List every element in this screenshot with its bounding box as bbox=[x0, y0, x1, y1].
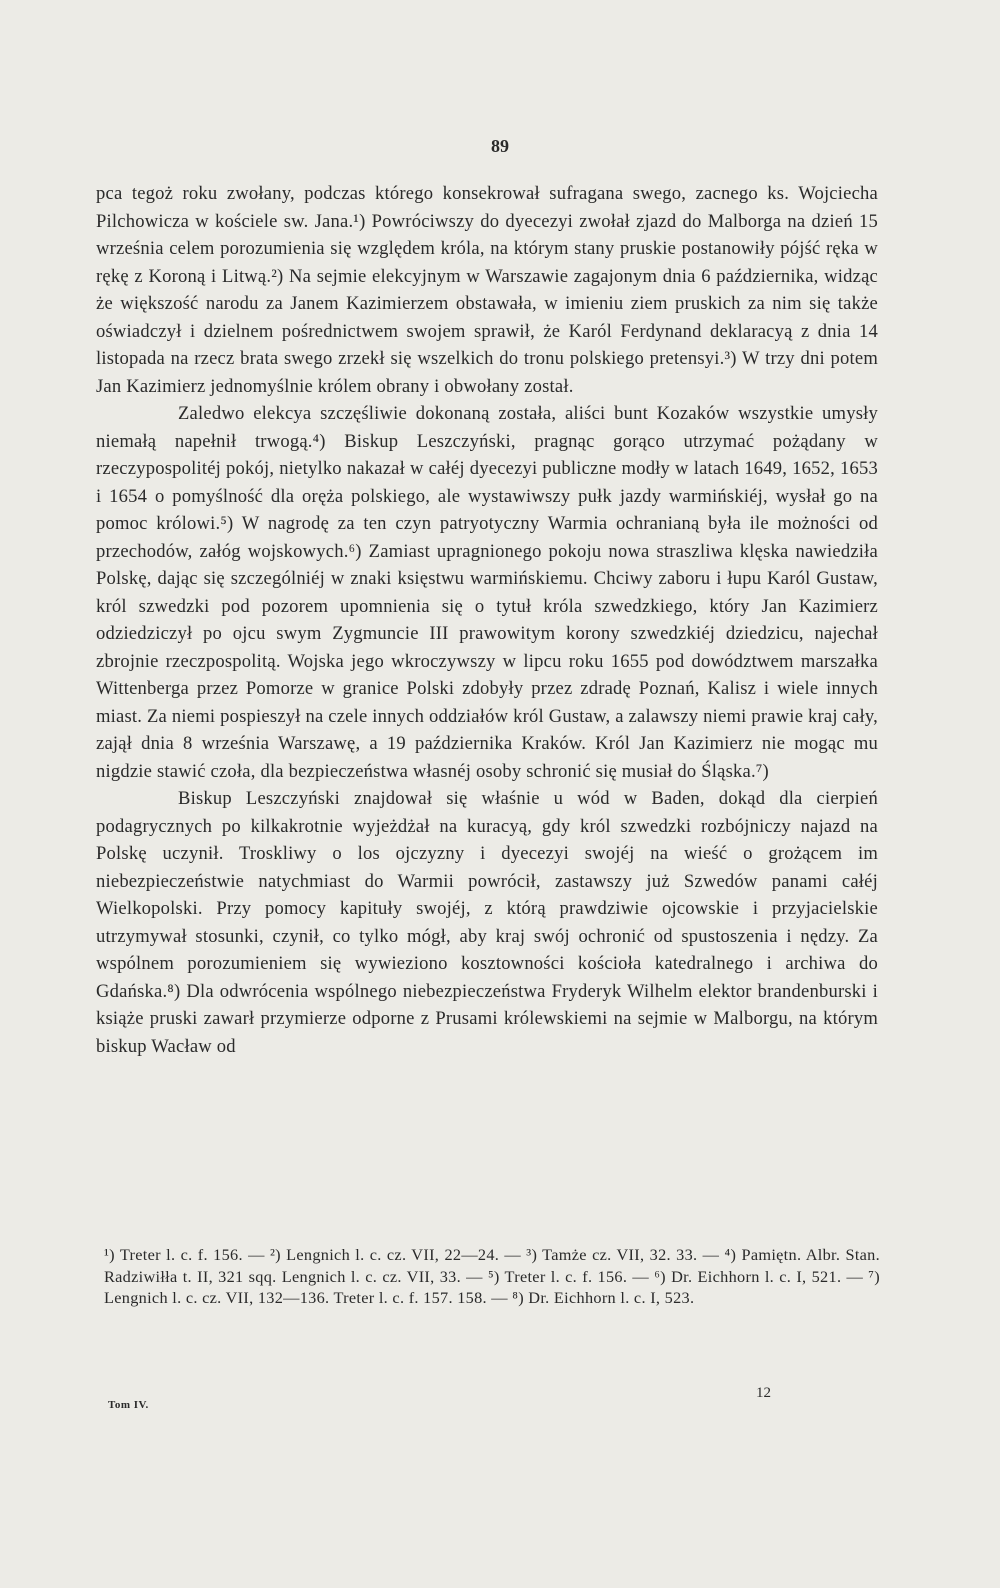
paragraph-2: Zaledwo elekcya szczęśliwie dokonaną została, aliści bunt Kozaków wszystkie umysły niemałą napełnił trwogą.⁴) Biskup Leszczyński, pragnąc gorąco utrzymać pożądany w rzeczypospolitéj pokój, nietylko nakazał w całéj dyecezyi publiczne modły w latach 1649, 1652, 1653 i 1654 o pomyślność dla oręża polskiego, ale wystawiwszy pułk jazdy warmińskiéj, wysłał go na pomoc królowi.⁵) W nagrodę za ten czyn patryotyczny Warmia ochranianą była ile możności od przechodów, załóg wojskowych.⁶) Zamiast upragnionego pokoju nowa straszliwa klęska nawiedziła Polskę, dając się szczególniéj w znaki księstwu warmińskiemu. Chciwy zaboru i łupu Karól Gustaw, król szwedzki pod pozorem upomnienia się o tytuł króla szwedzkiego, który Jan Kazimierz odziedziczył po ojcu swym Zygmuncie III prawowitym korony szwedzkiéj dziedzicu, najechał zbrojnie rzeczpospolitą. Wojska jego wkroczywszy w lipcu roku 1655 pod dowództwem marszałka Wittenberga przez Pomorze w granice Polski zdobyły przez zdradę Poznań, Kalisz i wiele innych miast. Za niemi pospieszył na czele innych oddziałów król Gustaw, a zalawszy niemi prawie kraj cały, zajął dnia 8 września Warszawę, a 19 października Kraków. Król Jan Kazimierz nie mogąc mu nigdzie stawić czoła, dla bezpieczeństwa własnéj osoby schronić się musiał do Śląska.⁷) bbox=[96, 403, 878, 782]
paragraph-3: Biskup Leszczyński znajdował się właśnie u wód w Baden, dokąd dla cierpień podagrycznych po kilkakrotnie wyjeżdżał na kuracyą, gdy król szwedzki rozbójniczy najazd na Polskę uczynił. Troskliwy o los ojczyzny i dyecezyi swojéj na wieść o grożącem im niebezpieczeństwie natychmiast do Warmii powrócił, zastawszy już Szwedów panami całéj Wielkopolski. Przy pomocy kapituły swojéj, z którą prawdziwie ojcowskie i przyjacielskie utrzymywał stosunki, czynił, co tylko mógł, aby kraj swój ochronić od spustoszenia i nędzy. Za wspólnem porozumieniem się wywieziono kosztowności kościoła katedralnego i archiwa do Gdańska.⁸) Dla odwrócenia wspólnego niebezpieczeństwa Fryderyk Wilhelm elektor brandenburski i książe pruski zawarł przymierze odporne z Prusami królewskiemi na sejmie w Malborgu, na którym biskup Wacław od bbox=[96, 788, 878, 1057]
paragraph-1: pca tegoż roku zwołany, podczas którego konsekrował sufragana swego, zacnego ks. Wojciecha Pilchowicza w kościele sw. Jana.¹) Powróciwszy do dyecezyi zwołał zjazd do Malborga na dzień 15 września celem porozumienia się względem króla, na którym stany pruskie postanowiły pójść ręka w rękę z Koroną i Litwą.²) Na sejmie elekcyjnym w Warszawie zagajonym dnia 6 października, widząc że większość narodu za Janem Kazimierzem obstawała, w imieniu ziem pruskich za nim się także oświadczył i dzielnem pośrednictwem swojem sprawił, że Karól Ferdynand deklaracyą z dnia 14 listopada na rzecz brata swego zrzekł się wszelkich do tronu polskiego pretensyi.³) W trzy dni potem Jan Kazimierz jednomyślnie królem obrany i obwołany został. bbox=[96, 183, 878, 397]
sheet-signature: 12 bbox=[756, 1385, 771, 1401]
volume-signature: Tom IV. bbox=[108, 1399, 149, 1411]
footnotes: ¹) Treter l. c. f. 156. — ²) Lengnich l. c. cz. VII, 22—24. — ³) Tamże cz. VII, 32. 33. — ⁴) Pamiętn. Albr. Stan. Radziwiłła t. II, 321 sqq. Lengnich l. c. cz. VII, 33. — ⁵) Treter l. c. f. 156. — ⁶) Dr. Eichhorn l. c. I, 521. — ⁷) Lengnich l. c. cz. VII, 132—136. Treter l. c. f. 157. 158. — ⁸) Dr. Eichhorn l. c. I, 523. bbox=[104, 1245, 880, 1307]
body-text bbox=[96, 180, 878, 1060]
page-number: 89 bbox=[491, 136, 509, 156]
